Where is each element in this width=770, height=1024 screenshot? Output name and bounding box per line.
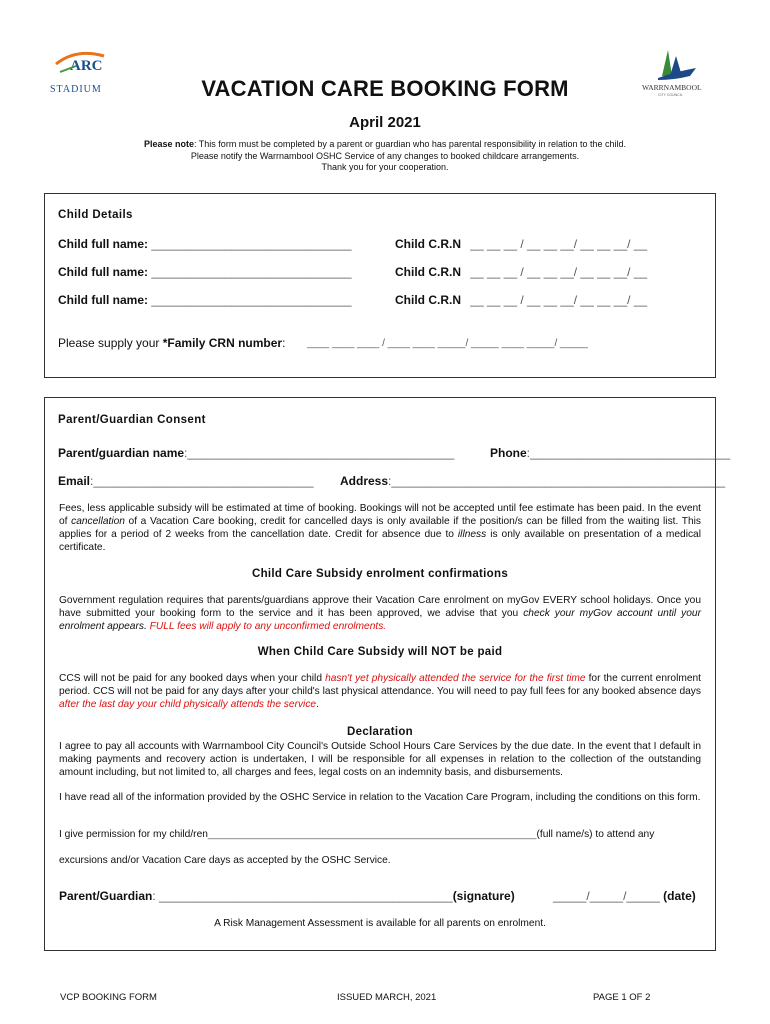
child-row-3 (58, 293, 352, 307)
np-text-b: for the current enrolment period. CCS will not be paid for any days after your child's last physical attendance. You will need to pay full fees for any booked absence days (59, 673, 701, 697)
arc-logo-text: ARC (70, 58, 103, 74)
footer-right: PAGE 1 OF 2 (593, 992, 651, 1003)
not-paid-heading: When Child Care Subsidy will NOT be paid (257, 646, 503, 658)
phone-field[interactable]: :______________________________ (526, 446, 731, 460)
child-crn-row-3 (395, 293, 647, 307)
signature-label: Parent/Guardian (59, 889, 153, 903)
declaration-paragraph-2: I have read all of the information provided by the OSHC Service in relation to the Vacation Care Program, including the conditions on this form. (59, 792, 701, 803)
stadium-logo-text: STADIUM (50, 84, 102, 95)
permission-child-names-field[interactable]: __________________________________________________________ (207, 829, 537, 840)
page-subtitle: April 2021 (349, 114, 421, 131)
consent-section (44, 397, 731, 951)
note-line2: Please notify the Warrnambool OSHC Service of any changes to booked childcare arrangements. (190, 150, 580, 161)
child-crn-row-1 (395, 237, 647, 251)
np-text-c: . (316, 699, 319, 710)
child-name-label: Child full name: (58, 265, 148, 279)
fees-illness: illness (457, 529, 487, 540)
address-row (340, 474, 725, 488)
footer-left: VCP BOOKING FORM (60, 992, 157, 1003)
child-name-label: Child full name: (58, 237, 148, 251)
fees-text-c: is only available on presentation of a medical certificate. (59, 529, 701, 553)
signature-row (59, 889, 515, 903)
council-logo-text: WARRNAMBOOL (642, 83, 702, 92)
pg-name-field[interactable]: :________________________________________ (184, 446, 455, 460)
child-name-field[interactable]: ______________________________ (151, 293, 352, 307)
permission-text-c: excursions and/or Vacation Care days as accepted by the OSHC Service. (59, 855, 391, 866)
child-name-field[interactable]: ______________________________ (151, 265, 352, 279)
date-suffix: (date) (663, 889, 696, 903)
phone-label: Phone (490, 446, 527, 460)
ccs-full-fees: FULL fees will apply to any unconfirmed enrolments. (149, 621, 387, 632)
permission-row (59, 829, 654, 840)
council-logo-subtext: CITY COUNCIL (658, 93, 683, 97)
family-crn-prefix: Please supply your (58, 336, 163, 350)
note-label: Please note (143, 139, 194, 149)
not-paid-paragraph (59, 672, 701, 711)
ccs-text: Government regulation requires that parents/guardians approve their Vacation Care enrolment on myGov EVERY school holidays. Once you have submitted your booking form to the service and it has been approved, we advise that you (59, 595, 701, 619)
note-line1: : This form must be completed by a parent or guardian who has parental responsibility in relation to the child. (193, 139, 627, 149)
declaration-paragraph-1: I agree to pay all accounts with Warrnambool City Council's Outside School Hours Care Services by the due date. In the event that I default in making payments and recovery action is undertaken, I will be responsible for all expenses in relation to the collection of the outstanding amount including, but not limited to, all charges and fees, legal costs on an indemnity basis, and disbursements. (59, 741, 701, 778)
np-red-2: after the last day your child physically attends the service (59, 699, 317, 710)
email-field[interactable]: :_________________________________ (90, 474, 314, 488)
consent-heading: Parent/Guardian Consent (58, 414, 206, 426)
pg-name-row (58, 446, 454, 460)
child-row-2 (58, 265, 352, 279)
family-crn-field[interactable]: ____ ____ ____ / ____ ____ _____/ _____ ____ _____/ _____ (307, 338, 588, 349)
ccs-paragraph (59, 594, 701, 633)
form-note (100, 139, 670, 174)
address-label: Address (340, 474, 389, 488)
signature-suffix: (signature) (452, 889, 515, 903)
family-crn-row (58, 336, 285, 350)
child-crn-label: Child C.R.N (395, 293, 461, 307)
page-title: VACATION CARE BOOKING FORM (201, 76, 569, 101)
np-text-a: CCS will not be paid for any booked days when your child (59, 673, 326, 684)
fees-paragraph (59, 502, 701, 554)
child-crn-label: Child C.R.N (395, 265, 461, 279)
fees-text-b: of a Vacation Care booking, credit for cancelled days is only available if the position/s can be filled from the waiting list. This applies for a period of 2 weeks from the cancellation date. Credit for absence due to (59, 516, 702, 540)
note-line3: Thank you for your cooperation. (321, 162, 449, 172)
child-crn-field[interactable]: __ __ __ / __ __ __/ __ __ __/ __ (470, 265, 648, 279)
family-crn-label: *Family CRN number (162, 336, 283, 350)
date-row (553, 889, 696, 903)
child-row-1 (58, 237, 352, 251)
address-field[interactable]: :__________________________________________________ (388, 474, 726, 488)
date-field[interactable]: _____/_____/_____ (553, 889, 660, 903)
phone-row (490, 446, 730, 460)
email-row (58, 474, 314, 488)
signature-field[interactable]: : ____________________________________________ (152, 889, 453, 903)
child-details-section (44, 193, 716, 378)
family-crn-colon: : (282, 336, 286, 350)
email-label: Email (58, 474, 91, 488)
fees-text-a: Fees, less applicable subsidy will be estimated at time of booking. Bookings will not be accepted until fee estimate has been paid. In the event of (59, 503, 701, 527)
child-details-heading: Child Details (58, 209, 133, 221)
risk-note: A Risk Management Assessment is available for all parents on enrolment. (214, 918, 546, 929)
permission-text-b: (full name/s) to attend any (536, 829, 655, 840)
child-crn-field[interactable]: __ __ __ / __ __ __/ __ __ __/ __ (470, 237, 648, 251)
ccs-heading: Child Care Subsidy enrolment confirmations (251, 568, 509, 580)
declaration-heading: Declaration (347, 726, 413, 738)
permission-text-a: I give permission for my child/ren (59, 829, 208, 840)
fees-cancellation: cancellation (71, 516, 125, 527)
footer-center: ISSUED MARCH, 2021 (337, 992, 437, 1003)
child-crn-label: Child C.R.N (395, 237, 461, 251)
child-crn-row-2 (395, 265, 647, 279)
child-name-label: Child full name: (58, 293, 148, 307)
pg-name-label: Parent/guardian name (58, 446, 185, 460)
ccs-check-mygov: check your myGov account until your enrolment appears. (59, 608, 701, 632)
np-red-1: hasn't yet physically attended the service for the first time (325, 673, 586, 684)
child-name-field[interactable]: ______________________________ (151, 237, 352, 251)
child-crn-field[interactable]: __ __ __ / __ __ __/ __ __ __/ __ (470, 293, 648, 307)
